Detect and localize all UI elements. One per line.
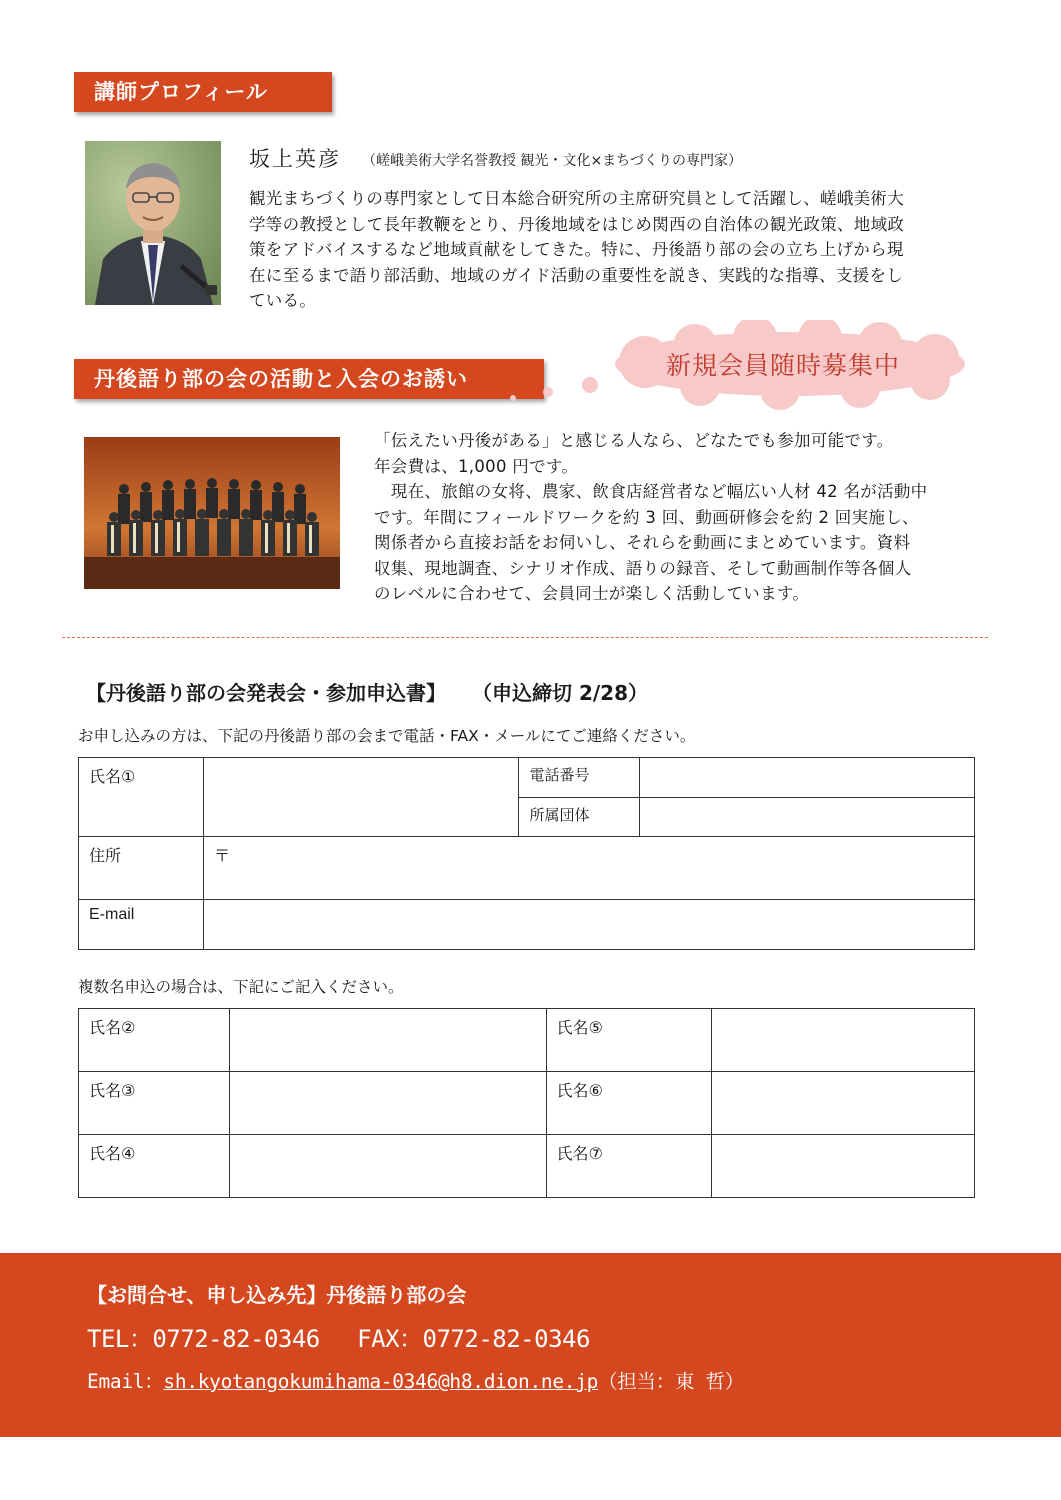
name2-field[interactable] (230, 1009, 546, 1072)
contact-email-line (87, 1366, 744, 1394)
cut-line-divider (62, 637, 988, 638)
activity-section-label: 丹後語り部の会の活動と入会のお誘い (74, 359, 544, 399)
contact-tel-fax: TEL：0772-82-0346 FAX：0772-82-0346 (87, 1325, 590, 1353)
bio-line: 在に至るまで語り部活動、地域のガイド活動の重要性を説き、実践的な指導、支援をし (249, 265, 904, 285)
bio-line: ている。 (249, 291, 317, 310)
name4-label: 氏名④ (79, 1135, 230, 1198)
activity-line: 「伝えたい丹後がある」と感じる人なら、どなたでも参加可能です。 (374, 431, 894, 450)
activity-line: のレベルに合わせて、会員同士が楽しく活動しています。 (374, 584, 810, 603)
recruitment-text: 新規会員随時募集中 (666, 351, 901, 380)
bio-line: 学等の教授として長年教鞭をとり、丹後地域をはじめ関西の自治体の観光政策、地域政 (249, 214, 905, 234)
email-label: E-mail (79, 900, 204, 950)
org-field[interactable] (639, 798, 974, 837)
form-title-text: 【丹後語り部の会発表会・参加申込書】 (86, 681, 446, 705)
name3-label: 氏名③ (79, 1072, 230, 1135)
bio-line: 策をアドバイスするなど地域貢献をしてきた。特に、丹後語り部の会の立ち上げから現 (249, 240, 904, 259)
name5-field[interactable] (711, 1009, 974, 1072)
form-title (86, 677, 648, 706)
email-prefix: Email： (87, 1370, 164, 1393)
lecturer-title: （嵯峨美術大学名誉教授 観光・文化×まちづくりの専門家） (362, 153, 743, 169)
profile-section-label: 講師プロフィール (74, 72, 332, 112)
email-suffix: （担当：東 哲） (598, 1370, 744, 1393)
address-field[interactable] (204, 837, 975, 900)
lecturer-name: 坂上英彦 (249, 147, 341, 171)
application-table-extra (78, 1008, 975, 1198)
contact-heading: 【お問合せ、申し込み先】丹後語り部の会 (87, 1283, 467, 1307)
activity-line: 現在、旅館の女将、農家、飲食店経営者など幅広い人材 42 名が活動中 (374, 482, 928, 501)
name1-field[interactable] (204, 758, 519, 837)
postal-mark: 〒 (214, 846, 231, 865)
name5-label: 氏名⑤ (546, 1009, 711, 1072)
name6-label: 氏名⑥ (546, 1072, 711, 1135)
form-deadline: （申込締切 2/28） (472, 681, 649, 705)
group-photo (84, 437, 340, 589)
contact-footer (0, 1253, 1061, 1437)
name2-label: 氏名② (79, 1009, 230, 1072)
name1-label: 氏名① (79, 758, 204, 837)
bio-line: 観光まちづくりの専門家として日本総合研究所の主席研究員として活躍し、嵯峨美術大 (249, 189, 905, 208)
activity-line: 年会費は、1,000 円です。 (374, 456, 579, 476)
form-instruction: お申し込みの方は、下記の丹後語り部の会まで電話・FAX・メールにてご連絡ください。 (78, 727, 696, 745)
application-table-main (78, 757, 975, 950)
org-label: 所属団体 (519, 798, 639, 837)
name3-field[interactable] (230, 1072, 546, 1135)
name4-field[interactable] (230, 1135, 546, 1198)
name7-label: 氏名⑦ (546, 1135, 711, 1198)
recruitment-cloud (510, 320, 980, 410)
activity-line: 関係者から直接お話をお伺いし、それらを動画にまとめています。資料 (374, 533, 911, 552)
phone-label: 電話番号 (519, 758, 639, 798)
activity-text (374, 428, 989, 607)
activity-line: 収集、現地調査、シナリオ作成、語りの録音、そして動画制作等各個人 (374, 558, 912, 578)
activity-line: です。年間にフィールドワークを約 3 回、動画研修会を約 2 回実施し、 (374, 507, 919, 527)
lecturer-photo (85, 141, 221, 305)
multi-applicant-note: 複数名申込の場合は、下記にご記入ください。 (78, 978, 404, 996)
name7-field[interactable] (711, 1135, 974, 1198)
contact-email-link[interactable]: sh.kyotangokumihama-0346@h8.dion.ne.jp (163, 1370, 599, 1393)
address-label: 住所 (79, 837, 204, 900)
phone-field[interactable] (639, 758, 974, 798)
lecturer-bio (249, 186, 989, 314)
email-field[interactable] (204, 900, 975, 950)
name6-field[interactable] (711, 1072, 974, 1135)
